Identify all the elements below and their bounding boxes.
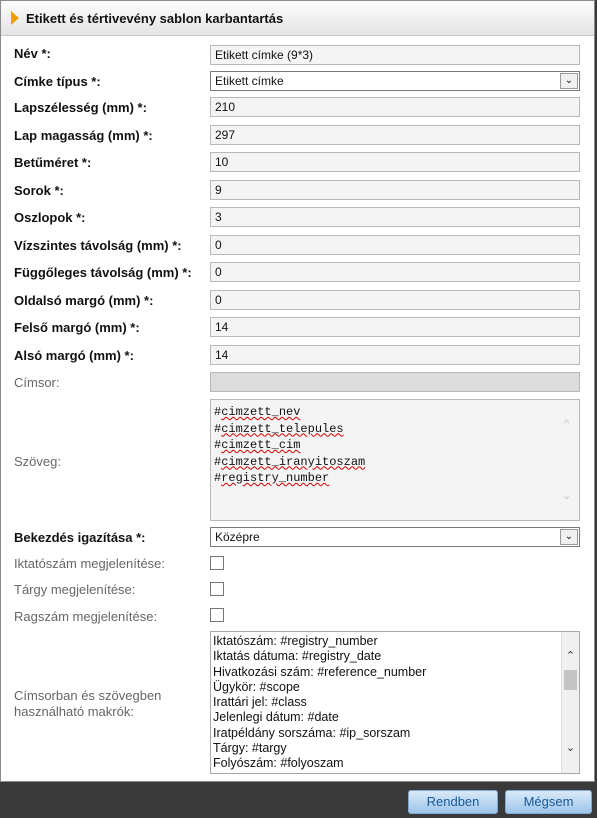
show-subject-label: Tárgy megjelenítése: <box>14 582 136 597</box>
text-line: #registry_number <box>214 471 330 485</box>
list-item[interactable]: Jelenlegi dátum: #date <box>213 710 339 725</box>
chevron-down-icon[interactable]: ⌄ <box>565 742 576 754</box>
list-item[interactable]: Iktatás dátuma: #registry_date <box>213 649 382 664</box>
bottom-margin-label: Alsó margó (mm) *: <box>14 348 134 363</box>
chevron-down-icon[interactable]: ⌄ <box>560 529 578 545</box>
text-line: #cimzett_iranyitoszam <box>214 454 366 469</box>
show-registry-number-checkbox[interactable] <box>210 556 224 570</box>
ok-button[interactable]: Rendben <box>408 790 498 814</box>
page-width-input[interactable]: 210 <box>210 97 580 117</box>
heading-label: Címsor: <box>14 375 60 390</box>
list-item[interactable]: Hivatkozási szám: #reference_number <box>213 664 427 679</box>
list-item[interactable]: Iktatószám: #registry_number <box>213 634 378 648</box>
text-line: #cimzett_cim <box>214 438 301 452</box>
triangle-right-icon <box>11 11 19 25</box>
columns-input[interactable]: 3 <box>210 207 580 227</box>
name-label: Név *: <box>14 46 51 61</box>
macros-label: használható makrók: <box>14 704 134 719</box>
show-tracking-number-label: Ragszám megjelenítése: <box>14 609 158 624</box>
vertical-gap-input[interactable]: 0 <box>210 262 580 282</box>
page-height-input[interactable]: 297 <box>210 125 580 145</box>
font-size-input[interactable]: 10 <box>210 152 580 172</box>
text-label: Szöveg: <box>14 454 61 469</box>
text-line: #cimzett_nev <box>214 405 301 419</box>
top-margin-label: Felső margó (mm) *: <box>14 320 140 335</box>
alignment-select[interactable] <box>210 527 580 547</box>
list-item[interactable]: Folyószám: #folyoszam <box>213 756 344 771</box>
chevron-down-icon[interactable]: ⌄ <box>563 488 571 502</box>
font-size-label: Betűméret *: <box>14 155 92 170</box>
list-item[interactable]: Irattári jel: #class <box>213 695 307 710</box>
label-type-value: Etikett címke <box>215 74 284 88</box>
side-margin-label: Oldalsó margó (mm) *: <box>14 293 154 308</box>
vertical-gap-label: Függőleges távolság (mm) *: <box>14 265 192 280</box>
list-item[interactable]: Iratpéldány sorszáma: #ip_sorszam <box>213 725 411 740</box>
horizontal-gap-input[interactable]: 0 <box>210 235 580 255</box>
list-item[interactable]: Ügykör: #scope <box>213 679 300 694</box>
side-margin-input[interactable]: 0 <box>210 290 580 310</box>
heading-input <box>210 372 580 392</box>
rows-input[interactable]: 9 <box>210 180 580 200</box>
macros-label: Címsorban és szövegben <box>14 688 162 703</box>
page-width-label: Lapszélesség (mm) *: <box>14 100 147 115</box>
label-type-select[interactable] <box>210 71 580 91</box>
chevron-up-icon[interactable]: ⌃ <box>565 650 576 662</box>
macros-list[interactable] <box>210 631 580 774</box>
bottom-margin-input[interactable]: 14 <box>210 345 580 365</box>
alignment-value: Középre <box>215 530 260 544</box>
show-registry-number-label: Iktatószám megjelenítése: <box>14 556 166 571</box>
text-textarea[interactable] <box>210 399 580 521</box>
macros-scrollbar[interactable] <box>561 632 579 773</box>
cancel-button[interactable]: Mégsem <box>505 790 592 814</box>
show-tracking-number-checkbox[interactable] <box>210 608 224 622</box>
label-type-label: Címke típus *: <box>14 74 101 89</box>
text-line: #cimzett_telepules <box>214 421 344 436</box>
show-subject-checkbox[interactable] <box>210 582 224 596</box>
chevron-up-icon[interactable]: ⌃ <box>563 418 571 432</box>
dialog-titlebar <box>1 1 594 36</box>
page-height-label: Lap magasság (mm) *: <box>14 128 153 143</box>
top-margin-input[interactable]: 14 <box>210 317 580 337</box>
dialog-title: Etikett és tértivevény sablon karbantartás <box>26 10 284 26</box>
columns-label: Oszlopok *: <box>14 210 86 225</box>
horizontal-gap-label: Vízszintes távolság (mm) *: <box>14 238 182 253</box>
list-item[interactable]: Tárgy: #targy <box>213 741 287 756</box>
name-input[interactable]: Etikett címke (9*3) <box>210 45 580 65</box>
alignment-label: Bekezdés igazítása *: <box>14 530 146 545</box>
chevron-down-icon[interactable]: ⌄ <box>560 73 578 89</box>
scrollbar-thumb[interactable] <box>564 670 577 690</box>
rows-label: Sorok *: <box>14 183 64 198</box>
